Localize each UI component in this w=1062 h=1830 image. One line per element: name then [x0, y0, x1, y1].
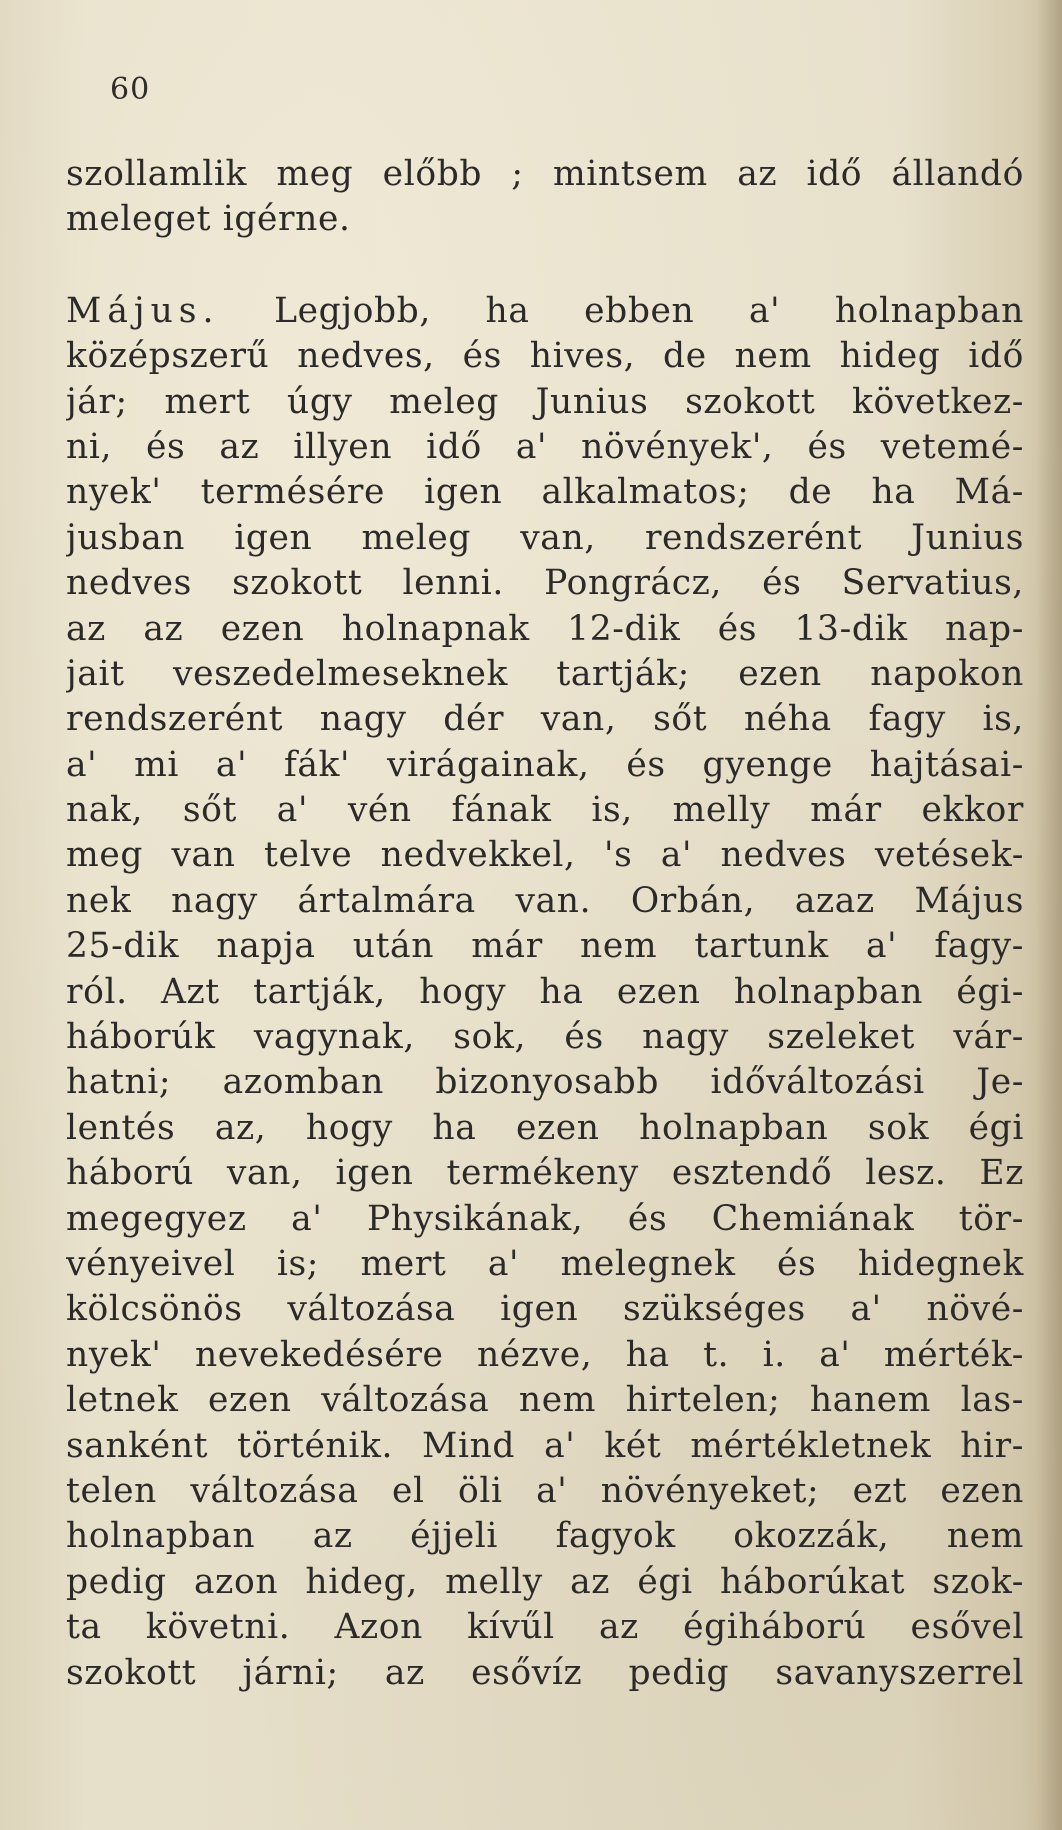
text-line: megegyez a' Physikának, és Chemiának tör- [66, 1198, 1024, 1239]
text-line: nyek' nevekedésére nézve, ha t. i. a' mérték- [66, 1334, 1024, 1375]
text-line: vényeivel is; mert a' melegnek és hidegnek [66, 1243, 1024, 1284]
text-line: holnapban az éjjeli fagyok okozzák, nem [66, 1516, 1024, 1557]
text-line: szollamlik meg előbb ; mintsem az idő állandó [66, 154, 1024, 194]
text-line: jusban igen meleg van, rendszerént Junius [66, 517, 1024, 558]
text-line: ta követni. Azon kívűl az égiháború esővel [66, 1607, 1024, 1648]
text-line: háború van, igen termékeny esztendő lesz. Ez [66, 1153, 1024, 1194]
text-line: nedves szokott lenni. Pongrácz, és Servatius, [66, 563, 1024, 604]
text-line: 25-dik napja után már nem tartunk a' fagy- [66, 926, 1024, 967]
text-line: telen változása el öli a' növényeket; ezt ezen [66, 1470, 1024, 1511]
paragraph-gap [66, 243, 1024, 289]
body-text [66, 152, 1024, 1696]
text-line: az az ezen holnapnak 12-dik és 13-dik nap- [66, 608, 1024, 649]
text-line: nyek' termésére igen alkalmatos; de ha Má- [66, 472, 1024, 513]
text-line: jár; mert úgy meleg Junius szokott következ- [66, 381, 1024, 422]
text-line: ni, és az illyen idő a' növények', és vetemé- [66, 426, 1024, 467]
text-line: nek nagy ártalmára van. Orbán, azaz Május [66, 880, 1024, 921]
text-line: hatni; azomban bizonyosabb időváltozási Je- [66, 1062, 1024, 1103]
text-line: középszerű nedves, és hives, de nem hideg idő [66, 336, 1024, 377]
month-heading: Május. [66, 290, 220, 331]
text-line: nak, sőt a' vén fának is, melly már ekkor [66, 790, 1024, 831]
text-line: pedig azon hideg, melly az égi háborúkat szok- [66, 1561, 1024, 1602]
text-line: szokott járni; az esővíz pedig savanyszerrel [66, 1652, 1024, 1693]
text-line: meleget igérne. [66, 199, 351, 240]
text-line: sanként történik. Mind a' két mértékletnek hir- [66, 1425, 1024, 1466]
text-line: a' mi a' fák' virágainak, és gyenge hajtásai- [66, 744, 1024, 785]
text-line: háborúk vagynak, sok, és nagy szeleket vár- [66, 1017, 1024, 1058]
text-line-rest: Legjobb, ha ebben a' holnapban [274, 290, 1024, 331]
text-line: ról. Azt tartják, hogy ha ezen holnapban égi- [66, 971, 1024, 1012]
text-line: kölcsönös változása igen szükséges a' növé- [66, 1289, 1024, 1330]
text-line: lentés az, hogy ha ezen holnapban sok égi [66, 1107, 1024, 1148]
page-edge-shadow [1036, 0, 1062, 1830]
page-number: 60 [110, 72, 151, 107]
paragraph-first-line [66, 289, 1024, 334]
text-line: letnek ezen változása nem hirtelen; hanem las- [66, 1380, 1024, 1421]
text-line: jait veszedelmeseknek tartják; ezen napokon [66, 653, 1024, 694]
text-line: meg van telve nedvekkel, 's a' nedves vetések- [66, 835, 1024, 876]
text-line: rendszerént nagy dér van, sőt néha fagy is, [66, 699, 1024, 740]
